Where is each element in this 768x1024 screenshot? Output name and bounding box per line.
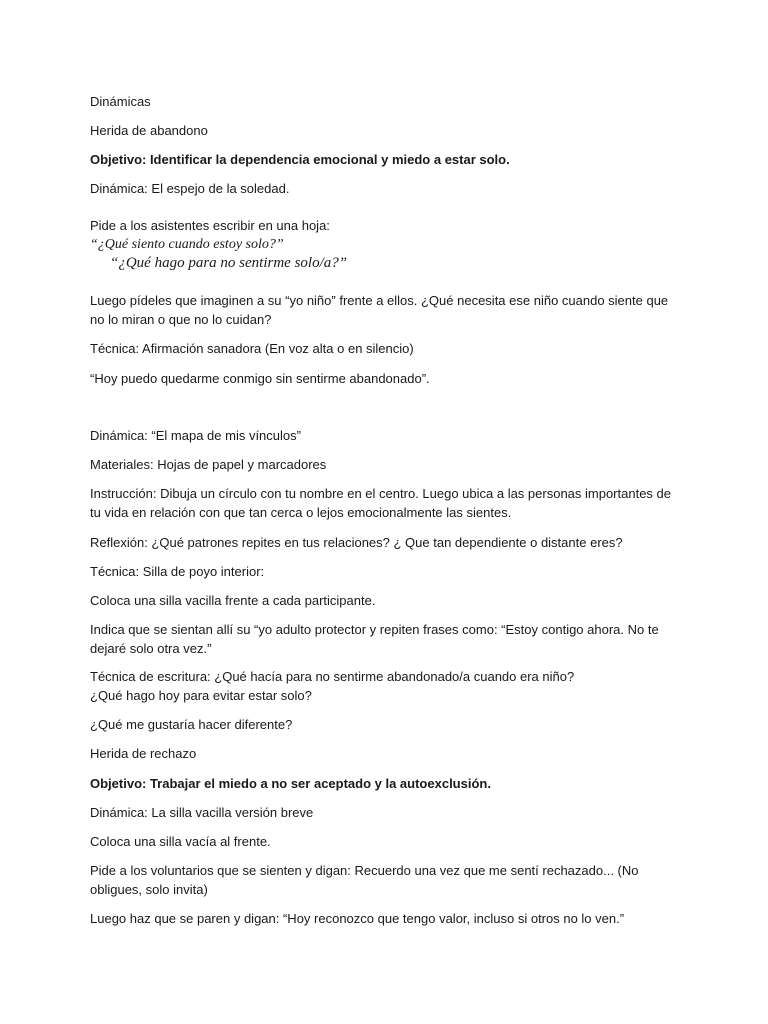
dynamic-silla-breve: Dinámica: La silla vacilla versión breve xyxy=(90,805,314,820)
technique-afirmacion: Técnica: Afirmación sanadora (En voz alta o en silencio) xyxy=(90,341,414,356)
chair-empty: Coloca una silla vacía al frente. xyxy=(90,834,271,849)
chair-instruction: Coloca una silla vacilla frente a cada participante. xyxy=(90,593,376,608)
paragraph-reconozco: Luego haz que se paren y digan: “Hoy reconozco que tengo valor, incluso si otros no lo ven.” xyxy=(90,911,625,926)
technique-silla: Técnica: Silla de poyo interior: xyxy=(90,564,265,579)
document-title: Dinámicas xyxy=(90,94,151,109)
paragraph-yo-adulto: Indica que se sientan allí su “yo adulto protector y repiten frases como: “Estoy contigo ahora. No te dejaré solo otra vez.” xyxy=(90,622,659,656)
instruction-escribir: Pide a los asistentes escribir en una hoja: xyxy=(90,218,330,233)
question-siento: “¿Qué siento cuando estoy solo?” xyxy=(90,237,284,252)
different-question: ¿Qué me gustaría hacer diferente? xyxy=(90,717,293,732)
writing-technique: Técnica de escritura: ¿Qué hacía para no sentirme abandonado/a cuando era niño? xyxy=(90,669,575,684)
instruction-circulo: Instrucción: Dibuja un círculo con tu nombre en el centro. Luego ubica a las personas importantes de tu vida en relación con que tan cerca o lejos emocionalmente las sientes. xyxy=(90,486,672,520)
section-heading-abandono: Herida de abandono xyxy=(90,123,208,138)
dynamic-mapa: Dinámica: “El mapa de mis vínculos” xyxy=(90,428,301,443)
objective-rechazo: Objetivo: Trabajar el miedo a no ser aceptado y la autoexclusión. xyxy=(90,776,491,791)
paragraph-yo-nino: Luego pídeles que imaginen a su “yo niño” frente a ellos. ¿Qué necesita ese niño cuando siente que no lo miran o que no lo cuidan? xyxy=(90,293,669,327)
paragraph-voluntarios: Pide a los voluntarios que se sienten y digan: Recuerdo una vez que me sentí rechazado... (No obligues, solo invita) xyxy=(90,863,639,897)
dynamic-espejo: Dinámica: El espejo de la soledad. xyxy=(90,181,290,196)
writing-question: ¿Qué hago hoy para evitar estar solo? xyxy=(90,688,312,703)
reflection: Reflexión: ¿Qué patrones repites en tus relaciones? ¿ Que tan dependiente o distante eres? xyxy=(90,535,623,550)
materials: Materiales: Hojas de papel y marcadores xyxy=(90,457,327,472)
section-heading-rechazo: Herida de rechazo xyxy=(90,746,197,761)
question-hago: “¿Qué hago para no sentirme solo/a?” xyxy=(110,255,348,271)
objective-abandono: Objetivo: Identificar la dependencia emocional y miedo a estar solo. xyxy=(90,152,510,167)
affirmation-quote: “Hoy puedo quedarme conmigo sin sentirme abandonado”. xyxy=(90,371,430,386)
